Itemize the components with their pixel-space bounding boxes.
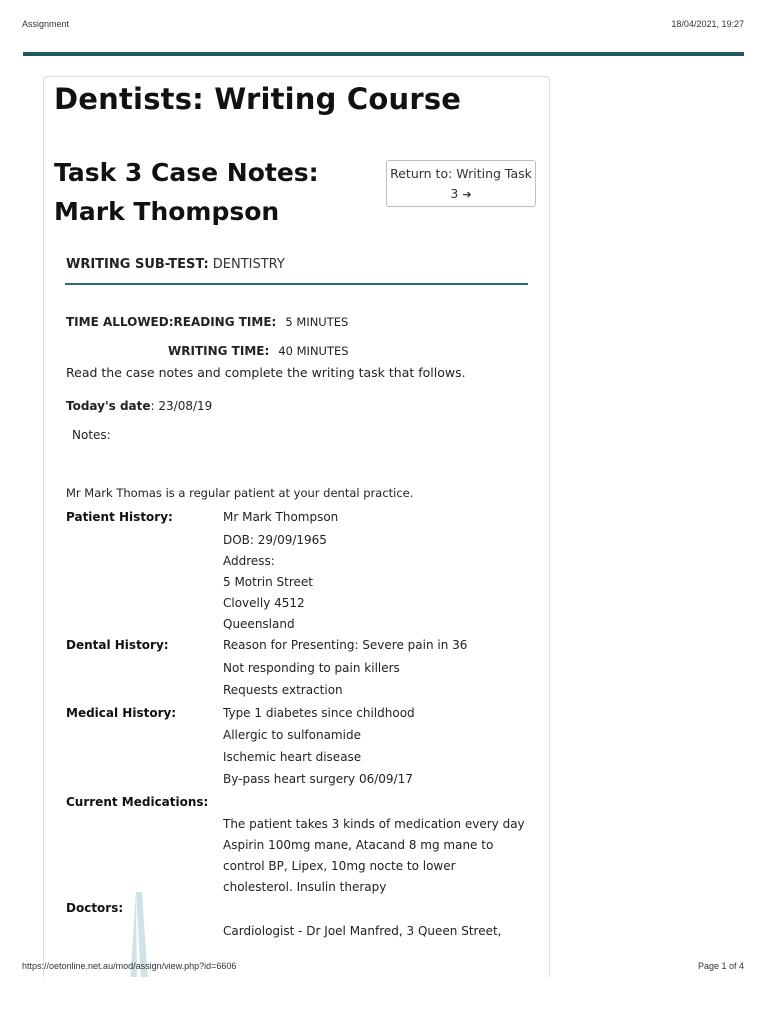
subtest-heading xyxy=(66,257,285,272)
print-header-timestamp: 18/04/2021, 19:27 xyxy=(671,19,744,29)
notes-label: Notes: xyxy=(72,428,111,442)
print-header-title: Assignment xyxy=(22,19,70,29)
dental-history-line: Requests extraction xyxy=(223,683,343,697)
patient-history-line: 5 Motrin Street xyxy=(223,575,313,589)
writing-time-value: 40 MINUTES xyxy=(278,344,349,358)
patient-history-line: DOB: 29/09/1965 xyxy=(223,533,327,547)
page-url: https://oetonline.net.au/mod/assign/view.php?id=6606 xyxy=(22,961,237,971)
reading-time-label: READING TIME: xyxy=(173,315,277,329)
doctors-line: Cardiologist - Dr Joel Manfred, 3 Queen Street, xyxy=(223,924,502,938)
todays-date-value: : 23/08/19 xyxy=(150,399,213,413)
patient-history-line: Mr Mark Thompson xyxy=(223,510,339,524)
dental-history-line: Reason for Presenting: Severe pain in 36 xyxy=(223,638,468,652)
subtest-value: DENTISTRY xyxy=(212,257,285,272)
subtest-label: WRITING SUB-TEST: xyxy=(66,257,209,272)
intro-text: Mr Mark Thomas is a regular patient at your dental practice. xyxy=(66,486,414,500)
medical-history-line: Ischemic heart disease xyxy=(223,750,362,764)
time-allowed-label: TIME ALLOWED: xyxy=(66,315,174,329)
return-button-label: Return to: Writing Task 3 xyxy=(390,166,532,201)
patient-history-line: Clovelly 4512 xyxy=(223,596,305,610)
course-title: Dentists: Writing Course xyxy=(54,82,462,116)
instructions-text: Read the case notes and complete the writing task that follows. xyxy=(66,365,466,380)
dental-history-label: Dental History: xyxy=(66,638,169,652)
medications-line: cholesterol. Insulin therapy xyxy=(223,880,387,894)
medical-history-label: Medical History: xyxy=(66,706,177,720)
doctors-label: Doctors: xyxy=(66,901,124,915)
medications-line: control BP, Lipex, 10mg nocte to lower xyxy=(223,859,456,873)
medications-line: The patient takes 3 kinds of medication every day xyxy=(223,817,525,831)
accent-bar xyxy=(23,52,744,56)
return-to-task-button[interactable] xyxy=(386,160,536,207)
patient-history-line: Address: xyxy=(223,554,275,568)
patient-history-label: Patient History: xyxy=(66,510,173,524)
page-number: Page 1 of 4 xyxy=(697,961,744,971)
dental-history-line: Not responding to pain killers xyxy=(223,661,400,675)
sign-in-arrow-icon: ➔ xyxy=(462,188,472,201)
reading-time-value: 5 MINUTES xyxy=(285,315,349,329)
assignment-card xyxy=(43,76,550,977)
task-title: Task 3 Case Notes: Mark Thompson xyxy=(54,158,319,226)
current-medications-label: Current Medications: xyxy=(66,795,209,809)
todays-date-label: Today's date xyxy=(66,399,151,413)
writing-time-row xyxy=(168,340,349,359)
time-allowed-row xyxy=(66,311,348,330)
medical-history-line: By-pass heart surgery 06/09/17 xyxy=(223,772,413,786)
print-header xyxy=(22,19,744,29)
writing-time-label: WRITING TIME: xyxy=(168,344,270,358)
medical-history-line: Type 1 diabetes since childhood xyxy=(223,706,415,720)
print-footer xyxy=(22,961,744,971)
medical-history-line: Allergic to sulfonamide xyxy=(223,728,361,742)
medications-line: Aspirin 100mg mane, Atacand 8 mg mane to xyxy=(223,838,494,852)
patient-history-line: Queensland xyxy=(223,617,295,631)
todays-date xyxy=(66,399,212,413)
section-divider xyxy=(65,283,528,285)
